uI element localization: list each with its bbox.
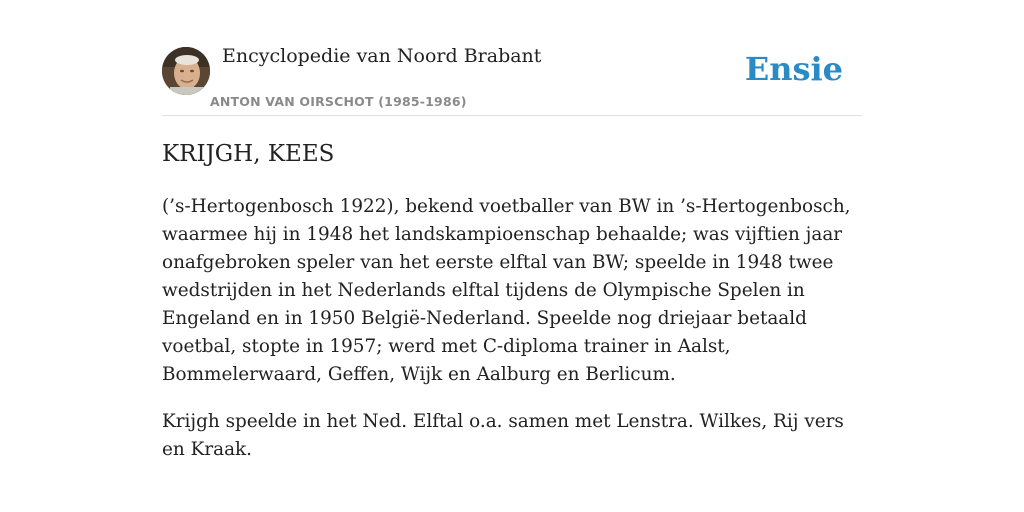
entry-body bbox=[162, 193, 864, 483]
encyclopedia-title[interactable]: Encyclopedie van Noord Brabant bbox=[222, 45, 542, 67]
entry-paragraph: Krijgh speelde in het Ned. Elftal o.a. samen met Lenstra. Wilkes, Rij vers en Kraak. bbox=[162, 411, 844, 460]
entry-paragraph: (’s-Hertogenbosch 1922), bekend voetballer van BW in ’s-Hertogenbosch, waarmee hij in 1948 het landskampioenschap behaalde; was vijftien jaar onafgebroken speler van het eerste elftal van BW; speelde in 1948 twee wedstrijden in het Nederlands elftal tijdens de Olympische Spelen in Engeland en in 1950 België-Nederland. Speelde nog driejaar betaald voetbal, stopte in 1957; werd met C-diploma trainer in Aalst, Bommelerwaard, Geffen, Wijk en Aalburg en Berlicum. bbox=[162, 196, 851, 385]
author-portrait-icon bbox=[162, 47, 210, 95]
header-divider bbox=[162, 115, 862, 116]
author-name[interactable]: ANTON VAN OIRSCHOT (1985-1986) bbox=[210, 94, 467, 109]
author-avatar[interactable] bbox=[162, 47, 210, 95]
entry-title: KRIJGH, KEES bbox=[162, 141, 335, 167]
brand-logo[interactable]: Ensie bbox=[744, 50, 843, 88]
